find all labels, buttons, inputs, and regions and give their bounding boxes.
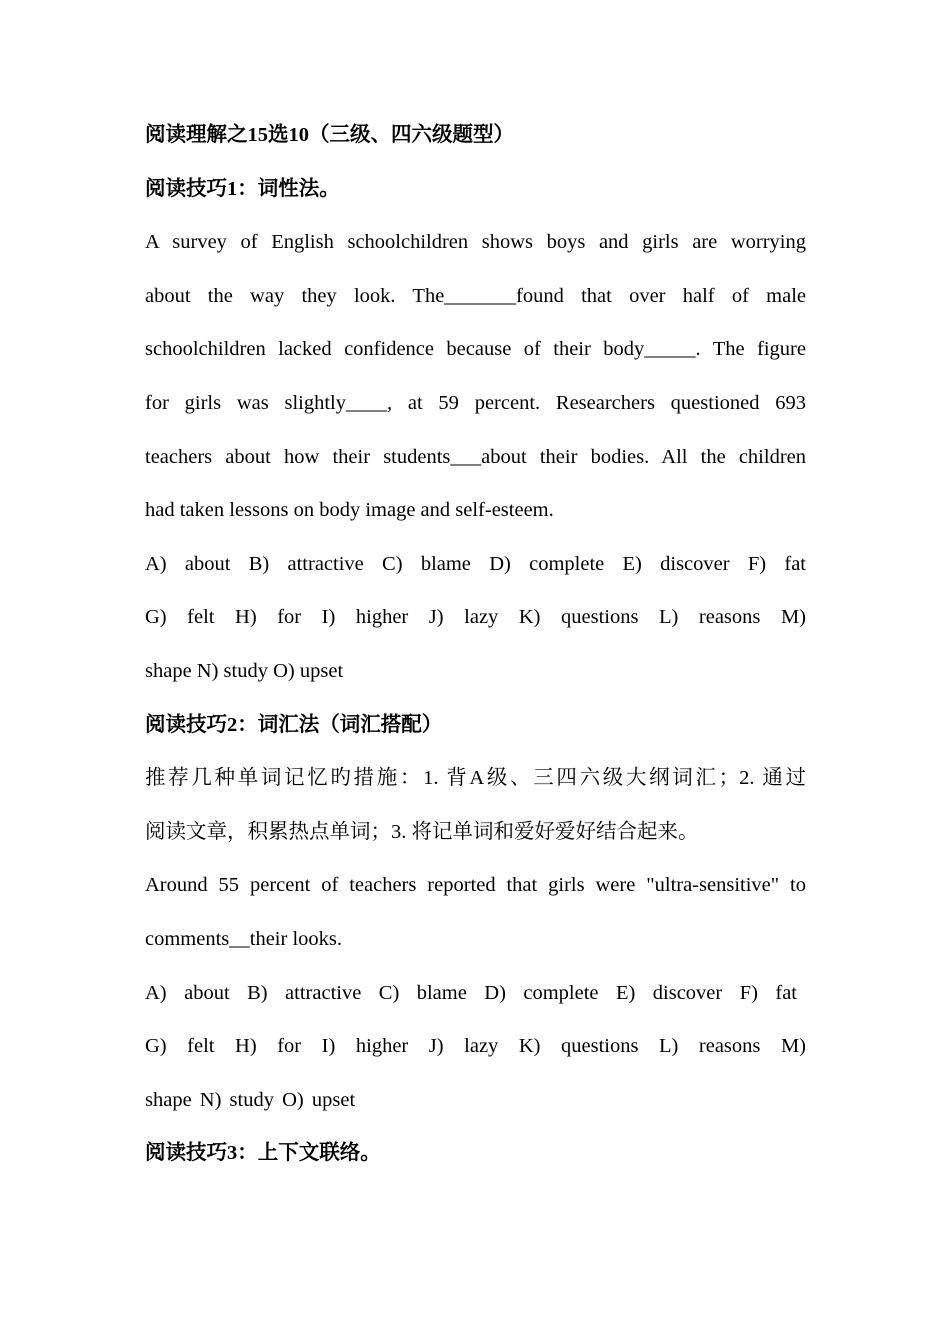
passage-line: about the way they look. The_______found that over half of male <box>145 284 806 307</box>
passage-line: schoolchildren lacked confidence because of their body_____. The figure <box>145 338 806 361</box>
document-page <box>145 109 806 1181</box>
passage-line: teachers about how their students___about their bodies. All the children <box>145 445 806 468</box>
option-line-text: A) about B) attractive C) blame D) complete E) discover F) fat <box>145 981 797 1004</box>
option-line: G) felt H) for I) higher J) lazy K) questions L) reasons M) <box>145 606 806 629</box>
section-2-tips <box>145 752 806 859</box>
option-line <box>145 967 797 1021</box>
option-line: G) felt H) for I) higher J) lazy K) questions L) reasons M) <box>145 1035 806 1058</box>
passage-line: for girls was slightly____, at 59 percent. Researchers questioned 693 <box>145 391 806 414</box>
section-2-heading: 阅读技巧2：词汇法（词汇搭配） <box>145 713 443 736</box>
section-1-passage <box>145 216 806 538</box>
tip-line: 阅读文章，积累热点单词；3. 将记单词和爱好爱好结合起来。 <box>145 820 699 843</box>
section-2-passage <box>145 859 806 966</box>
section-1-options <box>145 538 806 699</box>
option-line: A) about B) attractive C) blame D) complete E) discover F) fat <box>145 552 806 575</box>
passage-line: Around 55 percent of teachers reported that girls were "ultra-sensitive" to <box>145 874 806 897</box>
passage-line: comments__their looks. <box>145 927 343 950</box>
passage-line: had taken lessons on body image and self-esteem. <box>145 499 554 522</box>
option-line: shape N) study O) upset <box>145 659 344 682</box>
document-title: 阅读理解之15选10（三级、四六级题型） <box>145 124 514 146</box>
tip-line: 推荐几种单词记忆旳措施：1. 背A级、三四六级大纲词汇；2. 通过 <box>145 767 806 790</box>
section-1-heading: 阅读技巧1：词性法。 <box>145 177 340 200</box>
section-3-heading: 阅读技巧3：上下文联络。 <box>145 1142 381 1165</box>
option-line: shape N) study O) upset <box>145 1088 356 1111</box>
passage-line: A survey of English schoolchildren shows boys and girls are worrying <box>145 231 806 254</box>
section-2-options <box>145 967 806 1128</box>
